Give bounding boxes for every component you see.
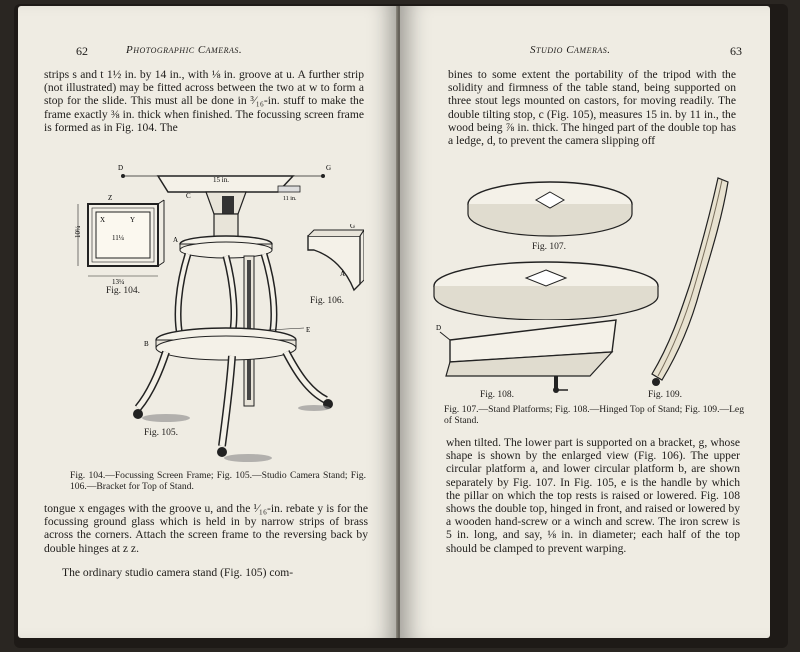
fig109-label: Fig. 109.	[648, 390, 683, 400]
fig108-letter-d: D	[436, 324, 442, 332]
fig108-label: Fig. 108.	[480, 390, 515, 400]
body-paragraph: strips s and t 1½ in. by 14 in., with ⅛ in. groove at u. A further strip (not illustrated) may be fitted across between the two at w to form a stop for the slide. This must all be done in ³⁄₁₆-in. stuff to make the frame exactly ⅜ in. thick when finished. The focussing screen frame is formed as in Fig. 104. The	[44, 68, 364, 134]
body-paragraph: tongue x engages with the groove u, and the ¹⁄₁₆-in. rebate y is for the focussing ground glass which is held in by narrow strips of brass across the corners. Attach the screen frame to the reversing back by double hinges at z z.	[44, 502, 368, 555]
fig107-label: Fig. 107.	[532, 242, 567, 252]
right-page	[400, 6, 770, 638]
fig105-letter-c: C	[186, 192, 191, 200]
body-last-line: The ordinary studio camera stand (Fig. 105) com-	[62, 566, 294, 579]
fig104-height-dim: 10¼	[74, 225, 82, 238]
fig104-width-dim: 13¼	[112, 278, 125, 286]
fig105-letter-d: D	[118, 164, 124, 172]
fig105-dim2: 11 in.	[283, 196, 297, 202]
fig104-inner-dim: 11¼	[112, 234, 124, 242]
fig106-letter-g: G	[350, 224, 356, 230]
fig108-illustration	[436, 318, 636, 396]
figure-caption: Fig. 107.—Stand Platforms; Fig. 108.—Hinged Top of Stand; Fig. 109.—Leg of Stand.	[444, 404, 744, 426]
fig104-label: Fig. 104.	[106, 286, 141, 296]
fig105-letter-g: G	[326, 164, 332, 172]
fig104-letter-z: Z	[108, 194, 113, 202]
fig106-illustration	[304, 224, 364, 296]
fig104-letter-y: Y	[130, 216, 136, 224]
page-number: 63	[730, 44, 742, 58]
fig105-letter-e: E	[306, 326, 311, 334]
left-page	[18, 6, 398, 638]
fig105-letter-b: B	[144, 340, 149, 348]
running-head: Studio Cameras.	[530, 44, 611, 56]
fig105-label: Fig. 105.	[144, 428, 179, 438]
fig106-label: Fig. 106.	[310, 296, 345, 306]
page-number: 62	[76, 44, 88, 58]
fig105-letter-a: A	[173, 236, 179, 244]
fig104-letter-x: X	[100, 216, 106, 224]
fig109-illustration	[640, 174, 730, 390]
fig105-illustration	[118, 156, 333, 466]
fig106-letter-a: A	[340, 270, 346, 278]
fig105-dim: 15 in.	[213, 176, 229, 184]
body-paragraph: when tilted. The lower part is supported on a bracket, g, whose shape is shown by the enlarged view (Fig. 106). The upper circular platform a, and lower circular platform b, are shown separately by Fig. 107. In Fig. 105, e is the handle by which the pillar on which the top rests is raised or lowered. Fig. 108 shows the double top, hinged in front, and raised or lowered by a wooden hand-screw or a winch and screw. The iron screw is 5 in. long, and say, ⅛ in. in diameter; each half of the top should be clamped to prevent warping.	[446, 436, 740, 555]
body-paragraph: bines to some extent the portability of the tripod with the solidity and firmness of the table stand, being supported on three stout legs mounted on castors, for moving readily. The double tilting stop, c (Fig. 105), measures 15 in. by 11 in., the wood being ⅞ in. thick. The hinged part of the double top has a ledge, d, to prevent the camera slipping off	[448, 68, 736, 148]
figure-caption: Fig. 104.—Focussing Screen Frame; Fig. 105.—Studio Camera Stand; Fig. 106.—Bracket for Top of Stand.	[70, 470, 366, 492]
running-head: Photographic Cameras.	[126, 44, 243, 56]
